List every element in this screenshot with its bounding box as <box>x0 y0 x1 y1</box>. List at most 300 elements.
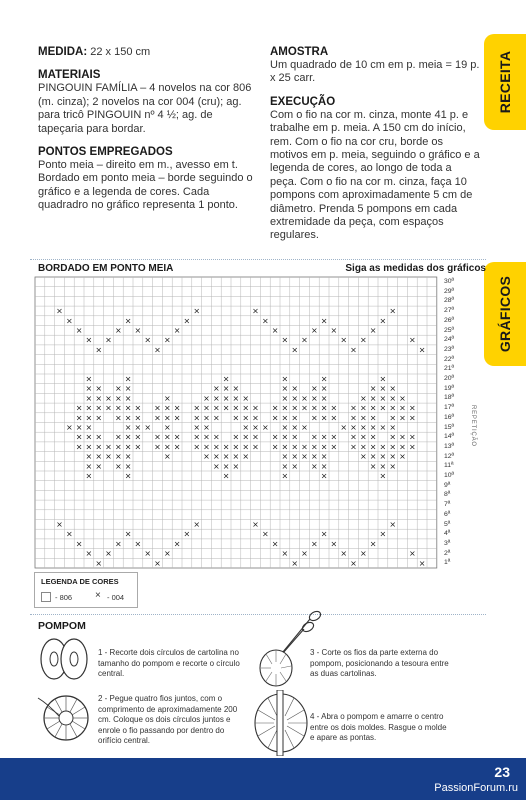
stitch-cross-mark: × <box>95 413 103 423</box>
stitch-cross-mark: × <box>330 413 338 423</box>
stitch-cross-mark: × <box>310 384 318 394</box>
stitch-cross-mark: × <box>105 335 112 345</box>
stitch-cross-mark: × <box>291 403 299 413</box>
stitch-cross-mark: × <box>369 325 377 335</box>
stitch-cross-mark: × <box>399 432 406 442</box>
stitch-cross-mark: × <box>389 461 397 471</box>
stitch-cross-mark: × <box>85 461 93 471</box>
stitch-cross-mark: × <box>418 345 426 355</box>
stitch-cross-mark: × <box>173 325 181 335</box>
stitch-cross-mark: × <box>408 549 416 559</box>
stitch-cross-mark: × <box>232 413 240 423</box>
stitch-cross-mark: × <box>369 442 377 452</box>
stitch-cross-mark: × <box>369 393 377 403</box>
stitch-cross-mark: × <box>124 529 132 539</box>
pompom-title: POMPOM <box>38 620 86 632</box>
row-label: 1ª <box>444 559 451 567</box>
stitch-cross-mark: × <box>320 471 328 481</box>
chart-title: BORDADO EM PONTO MEIA <box>38 263 174 274</box>
legend-swatch-806 <box>41 592 51 602</box>
stitch-cross-mark: × <box>85 384 93 394</box>
stitch-cross-mark: × <box>124 384 132 394</box>
stitch-cross-mark: × <box>242 432 250 442</box>
stitch-cross-mark: × <box>95 384 103 394</box>
stitch-cross-mark: × <box>154 558 161 568</box>
stitch-cross-mark: × <box>379 452 387 462</box>
stitch-cross-mark: × <box>330 442 338 452</box>
stitch-cross-mark: × <box>105 452 112 462</box>
stitch-cross-mark: × <box>193 306 201 316</box>
stitch-cross-mark: × <box>114 452 122 462</box>
stitch-cross-mark: × <box>291 442 299 452</box>
stitch-cross-mark: × <box>242 393 250 403</box>
stitch-cross-mark: × <box>124 413 132 423</box>
stitch-cross-mark: × <box>310 442 318 452</box>
stitch-cross-mark: × <box>281 335 289 345</box>
stitch-cross-mark: × <box>163 393 171 403</box>
stitch-cross-mark: × <box>144 335 152 345</box>
stitch-cross-mark: × <box>144 549 152 559</box>
materials-text: PINGOUIN FAMÍLIA – 4 novelos na cor 806 (m. cinza); 2 novelos na cor 004 (cru); ag. para tricô PINGOUIN nº 4 ½; ag. de tapeçaria para bordar. <box>38 82 252 135</box>
stitch-cross-mark: × <box>320 384 328 394</box>
row-label: 12ª <box>444 452 455 460</box>
stitch-cross-mark: × <box>408 442 416 452</box>
stitch-cross-mark: × <box>252 432 259 442</box>
stitch-cross-mark: × <box>369 432 377 442</box>
stitch-cross-mark: × <box>291 452 299 462</box>
stitch-cross-mark: × <box>320 452 328 462</box>
stitch-cross-mark: × <box>320 393 328 403</box>
stitch-cross-mark: × <box>359 393 367 403</box>
stitch-cross-mark: × <box>212 413 220 423</box>
stitch-cross-mark: × <box>310 413 318 423</box>
stitch-cross-mark: × <box>124 432 132 442</box>
stitch-cross-mark: × <box>95 558 103 568</box>
stitch-cross-mark: × <box>95 403 103 413</box>
stitch-cross-mark: × <box>261 316 269 326</box>
stitch-cross-mark: × <box>320 442 328 452</box>
row-label: 22ª <box>444 355 455 363</box>
stitch-cross-mark: × <box>75 432 83 442</box>
row-label: 4ª <box>444 530 451 538</box>
stitch-cross-mark: × <box>350 413 357 423</box>
stitch-cross-mark: × <box>232 461 240 471</box>
stitch-cross-mark: × <box>252 442 259 452</box>
stitch-cross-mark: × <box>291 432 299 442</box>
stitch-cross-mark: × <box>85 422 93 432</box>
stitch-cross-mark: × <box>310 432 318 442</box>
stitch-cross-mark: × <box>261 422 269 432</box>
stitch-cross-mark: × <box>252 403 259 413</box>
stitch-cross-mark: × <box>85 393 93 403</box>
stitch-cross-mark: × <box>105 549 112 559</box>
stitch-cross-mark: × <box>281 442 289 452</box>
stitch-cross-mark: × <box>154 345 161 355</box>
stitch-cross-mark: × <box>163 403 171 413</box>
stitch-cross-mark: × <box>222 374 230 384</box>
stitch-cross-mark: × <box>203 442 210 452</box>
row-label: 9ª <box>444 481 451 489</box>
stitch-cross-mark: × <box>320 374 328 384</box>
repeat-label: REPETIÇÃO <box>470 405 476 447</box>
stitch-cross-mark: × <box>291 384 299 394</box>
row-label: 28ª <box>444 297 455 305</box>
stitch-cross-mark: × <box>399 403 406 413</box>
stitch-cross-mark: × <box>320 529 328 539</box>
row-label: 24ª <box>444 336 455 344</box>
stitch-cross-mark: × <box>154 442 161 452</box>
stitch-cross-mark: × <box>114 442 122 452</box>
stitch-cross-mark: × <box>301 335 308 345</box>
row-label: 11ª <box>444 462 454 470</box>
stitch-cross-mark: × <box>193 432 201 442</box>
tab-graphs-label: GRÁFICOS <box>497 275 513 353</box>
legend-cross-icon: × <box>95 590 101 601</box>
stitch-cross-mark: × <box>203 432 210 442</box>
stitch-cross-mark: × <box>134 432 142 442</box>
stitch-cross-mark: × <box>389 452 397 462</box>
stitch-cross-mark: × <box>301 442 308 452</box>
materials-title: MATERIAIS <box>38 69 101 82</box>
row-label: 19ª <box>444 384 455 392</box>
stitch-cross-mark: × <box>56 519 63 529</box>
stitch-cross-mark: × <box>359 452 367 462</box>
stitch-cross-mark: × <box>271 403 279 413</box>
stitch-cross-mark: × <box>232 393 240 403</box>
stitch-cross-mark: × <box>75 442 83 452</box>
stitch-cross-mark: × <box>232 403 240 413</box>
stitch-cross-mark: × <box>173 539 181 549</box>
stitch-cross-mark: × <box>193 403 201 413</box>
stitch-cross-mark: × <box>75 422 83 432</box>
stitch-cross-mark: × <box>163 549 171 559</box>
stitch-cross-mark: × <box>114 461 122 471</box>
stitch-cross-mark: × <box>389 384 397 394</box>
stitch-cross-mark: × <box>124 452 132 462</box>
stitch-cross-mark: × <box>222 393 230 403</box>
stitch-cross-mark: × <box>379 422 387 432</box>
stitch-cross-mark: × <box>281 471 289 481</box>
stitch-cross-mark: × <box>408 432 416 442</box>
stitch-cross-mark: × <box>105 393 112 403</box>
pompom-step-2: 2 - Pegue quatro fios juntos, com o comprimento de aproximadamente 200 cm. Coloque os dois círculos juntos e enrole o fio passando por dentro do orifício central. <box>98 694 238 746</box>
stitch-cross-mark: × <box>95 432 103 442</box>
stitch-cross-mark: × <box>281 461 289 471</box>
stitch-cross-mark: × <box>124 471 132 481</box>
stitch-cross-mark: × <box>281 432 289 442</box>
stitch-cross-mark: × <box>340 549 348 559</box>
stitch-cross-mark: × <box>134 413 142 423</box>
tab-recipe[interactable] <box>484 34 526 130</box>
stitch-cross-mark: × <box>173 403 181 413</box>
stitch-cross-mark: × <box>124 374 132 384</box>
stitch-chart <box>34 276 442 571</box>
stitch-cross-mark: × <box>163 335 171 345</box>
stitch-cross-mark: × <box>114 325 122 335</box>
stitch-cross-mark: × <box>163 413 171 423</box>
stitch-cross-mark: × <box>95 442 103 452</box>
row-label: 21ª <box>444 365 455 373</box>
stitch-cross-mark: × <box>379 471 387 481</box>
row-label: 20ª <box>444 375 455 382</box>
stitch-cross-mark: × <box>350 422 357 432</box>
stitch-cross-mark: × <box>320 413 328 423</box>
row-label: 6ª <box>444 510 451 518</box>
tab-recipe-label: RECEITA <box>497 50 513 114</box>
row-label: 30ª <box>444 278 455 285</box>
stitch-cross-mark: × <box>222 452 230 462</box>
stitch-cross-mark: × <box>124 403 132 413</box>
stitch-cross-mark: × <box>350 558 357 568</box>
wrapping-yarn-illustration <box>36 688 92 746</box>
stitch-cross-mark: × <box>379 442 387 452</box>
stitch-cross-mark: × <box>350 403 357 413</box>
stitch-cross-mark: × <box>163 432 171 442</box>
stitch-cross-mark: × <box>369 384 377 394</box>
stitch-cross-mark: × <box>399 452 406 462</box>
stitch-cross-mark: × <box>134 442 142 452</box>
stitch-cross-mark: × <box>193 422 201 432</box>
stitch-cross-mark: × <box>85 452 93 462</box>
chart-divider-top <box>30 259 486 260</box>
stitch-cross-mark: × <box>222 384 230 394</box>
stitch-cross-mark: × <box>242 452 250 462</box>
stitch-cross-mark: × <box>173 432 181 442</box>
legend-code-806: - 806 <box>55 593 73 602</box>
stitch-cross-mark: × <box>134 325 142 335</box>
stitches-text: Ponto meia – direito em m., avesso em t. Bordado em ponto meia – borde seguindo o gráfico e a legenda de cores. Cada quadradro no gráfico representa 1 ponto. <box>38 159 253 212</box>
stitch-cross-mark: × <box>75 325 83 335</box>
stitch-cross-mark: × <box>379 529 387 539</box>
stitch-cross-mark: × <box>291 558 299 568</box>
stitch-cross-mark: × <box>399 413 406 423</box>
stitch-cross-mark: × <box>144 422 152 432</box>
stitch-cross-mark: × <box>389 422 397 432</box>
stitch-cross-mark: × <box>399 442 406 452</box>
stitch-cross-mark: × <box>340 335 348 345</box>
stitch-cross-mark: × <box>212 384 220 394</box>
row-label: 16ª <box>444 413 455 421</box>
stitch-cross-mark: × <box>134 422 142 432</box>
stitch-cross-mark: × <box>95 345 103 355</box>
stitch-cross-mark: × <box>369 403 377 413</box>
stitch-cross-mark: × <box>301 549 308 559</box>
stitch-cross-mark: × <box>203 403 210 413</box>
color-legend <box>34 572 138 608</box>
row-label: 29ª <box>444 287 455 295</box>
measure-value: 22 x 150 cm <box>87 46 151 58</box>
pompom-step-1: 1 - Recorte dois círculos de cartolina no tamanho do pompom e recorte o círculo central. <box>98 648 240 679</box>
stitch-cross-mark: × <box>301 422 308 432</box>
stitch-cross-mark: × <box>252 306 259 316</box>
row-label: 2ª <box>444 549 451 557</box>
stitch-cross-mark: × <box>222 442 230 452</box>
open-pompom-illustration <box>250 690 312 756</box>
stitch-cross-mark: × <box>95 393 103 403</box>
stitch-cross-mark: × <box>271 432 279 442</box>
stitch-cross-mark: × <box>183 316 191 326</box>
stitch-cross-mark: × <box>310 403 318 413</box>
stitch-cross-mark: × <box>379 316 387 326</box>
stitch-cross-mark: × <box>124 422 132 432</box>
row-label: 8ª <box>444 491 451 499</box>
stitch-cross-mark: × <box>75 539 83 549</box>
stitch-cross-mark: × <box>252 422 259 432</box>
stitch-cross-mark: × <box>359 432 367 442</box>
stitch-cross-mark: × <box>203 452 210 462</box>
stitch-cross-mark: × <box>271 413 279 423</box>
page-number: 23 <box>494 764 510 780</box>
stitch-cross-mark: × <box>242 422 250 432</box>
stitch-cross-mark: × <box>369 461 377 471</box>
stitch-cross-mark: × <box>134 403 142 413</box>
stitch-cross-mark: × <box>320 461 328 471</box>
stitch-cross-mark: × <box>261 529 269 539</box>
stitch-cross-mark: × <box>379 384 387 394</box>
sample-title: AMOSTRA <box>270 46 329 58</box>
stitch-cross-mark: × <box>114 403 122 413</box>
stitch-cross-mark: × <box>203 413 210 423</box>
stitch-cross-mark: × <box>389 432 397 442</box>
stitch-cross-mark: × <box>85 432 93 442</box>
stitch-cross-mark: × <box>379 374 387 384</box>
stitch-cross-mark: × <box>359 442 367 452</box>
stitch-cross-mark: × <box>281 413 289 423</box>
sample-text: Um quadrado de 10 cm em p. meia = 19 p. x 25 carr. <box>270 59 480 85</box>
stitch-cross-mark: × <box>369 452 377 462</box>
stitch-cross-mark: × <box>408 335 416 345</box>
stitch-cross-mark: × <box>222 471 230 481</box>
site-watermark: PassionForum.ru <box>434 782 518 794</box>
stitch-cross-mark: × <box>330 403 338 413</box>
stitch-cross-mark: × <box>163 442 171 452</box>
row-label: 14ª <box>444 433 455 441</box>
execution-title: EXECUÇÃO <box>270 95 336 108</box>
stitch-cross-mark: × <box>65 529 73 539</box>
stitch-cross-mark: × <box>281 422 289 432</box>
stitch-cross-mark: × <box>85 374 93 384</box>
stitch-cross-mark: × <box>320 432 328 442</box>
stitch-cross-mark: × <box>203 393 210 403</box>
stitch-cross-mark: × <box>212 452 220 462</box>
stitch-cross-mark: × <box>154 403 161 413</box>
tab-graphs[interactable] <box>484 262 526 366</box>
row-label: 13ª <box>444 442 455 450</box>
stitch-cross-mark: × <box>271 325 279 335</box>
stitch-cross-mark: × <box>389 393 397 403</box>
stitch-cross-mark: × <box>193 442 201 452</box>
stitch-cross-mark: × <box>379 461 387 471</box>
stitch-cross-mark: × <box>56 306 63 316</box>
stitch-cross-mark: × <box>232 442 240 452</box>
stitch-cross-mark: × <box>65 422 73 432</box>
row-label: 3ª <box>444 539 451 547</box>
stitch-cross-mark: × <box>154 413 161 423</box>
stitch-cross-mark: × <box>359 413 367 423</box>
stitch-cross-mark: × <box>291 422 299 432</box>
stitch-cross-mark: × <box>389 403 397 413</box>
stitch-cross-mark: × <box>291 461 299 471</box>
stitch-cross-mark: × <box>389 519 397 529</box>
stitch-cross-mark: × <box>203 422 210 432</box>
stitch-cross-mark: × <box>281 374 289 384</box>
stitch-cross-mark: × <box>95 452 103 462</box>
row-label: 18ª <box>444 394 455 402</box>
stitch-cross-mark: × <box>330 539 338 549</box>
stitch-cross-mark: × <box>134 539 142 549</box>
row-label: 27ª <box>444 307 455 315</box>
stitch-cross-mark: × <box>369 539 377 549</box>
stitch-cross-mark: × <box>75 413 83 423</box>
stitch-cross-mark: × <box>114 393 122 403</box>
right-column <box>270 46 480 243</box>
stitch-cross-mark: × <box>85 335 93 345</box>
pompom-step-4: 4 - Abra o pompom e amarre o centro entre os dois moldes. Rasgue o molde e apare as pontas. <box>310 712 447 743</box>
stitch-cross-mark: × <box>212 393 220 403</box>
stitch-cross-mark: × <box>85 442 93 452</box>
measure-label: MEDIDA: <box>38 46 88 58</box>
stitch-cross-mark: × <box>281 549 289 559</box>
stitch-cross-mark: × <box>193 519 201 529</box>
stitch-cross-mark: × <box>418 558 426 568</box>
stitch-cross-mark: × <box>310 393 318 403</box>
stitches-title: PONTOS EMPREGADOS <box>38 146 173 159</box>
stitch-cross-mark: × <box>408 403 416 413</box>
stitch-cross-mark: × <box>173 442 181 452</box>
stitch-cross-mark: × <box>310 325 318 335</box>
stitch-cross-mark: × <box>271 442 279 452</box>
stitch-cross-mark: × <box>105 403 112 413</box>
stitch-cross-mark: × <box>301 393 308 403</box>
stitch-cross-mark: × <box>65 316 73 326</box>
row-label: 7ª <box>444 501 451 509</box>
stitch-cross-mark: × <box>350 345 357 355</box>
stitch-cross-mark: × <box>359 422 367 432</box>
row-label: 10ª <box>444 472 455 479</box>
stitch-cross-mark: × <box>222 461 230 471</box>
stitch-cross-mark: × <box>291 393 299 403</box>
legend-title: LEGENDA DE CORES <box>41 577 119 586</box>
stitch-cross-mark: × <box>212 461 220 471</box>
stitch-cross-mark: × <box>222 403 230 413</box>
stitch-cross-mark: × <box>320 403 328 413</box>
pompom-step-3: 3 - Corte os fios da parte externa do pompom, posicionando a tesoura entre as duas cartolinas. <box>310 648 449 679</box>
stitch-cross-mark: × <box>124 393 132 403</box>
stitch-cross-mark: × <box>124 461 132 471</box>
stitch-cross-mark: × <box>359 403 367 413</box>
stitch-cross-mark: × <box>310 461 318 471</box>
stitch-cross-mark: × <box>291 413 299 423</box>
row-label: 23ª <box>444 345 455 353</box>
execution-text: Com o fio na cor m. cinza, monte 41 p. e trabalhe em p. meia. A 150 cm do início, rem. Com o fio na cor cru, borde os motivos em p. meia, seguindo o gráfico e a legenda de cores, ao longo de toda a peça. Com o fio na cor m. cinza, faça 10 pompons com aproximadamente 5 cm de diâmetro. Prenda 5 pompons em cada extremidade da peça, com espaços regulares. <box>270 108 480 242</box>
stitch-cross-mark: × <box>232 384 240 394</box>
stitch-cross-mark: × <box>173 413 181 423</box>
stitch-cross-mark: × <box>163 422 171 432</box>
row-label: 15ª <box>444 423 455 431</box>
stitch-cross-mark: × <box>330 432 338 442</box>
stitch-cross-mark: × <box>114 539 122 549</box>
measure <box>38 46 260 59</box>
stitch-cross-mark: × <box>154 432 161 442</box>
stitch-cross-mark: × <box>252 519 259 529</box>
row-label: 26ª <box>444 316 455 324</box>
stitch-cross-mark: × <box>193 413 201 423</box>
footer-bar <box>0 758 526 800</box>
stitch-cross-mark: × <box>310 452 318 462</box>
stitch-cross-mark: × <box>281 384 289 394</box>
stitch-cross-mark: × <box>163 452 171 462</box>
stitch-cross-mark: × <box>281 403 289 413</box>
